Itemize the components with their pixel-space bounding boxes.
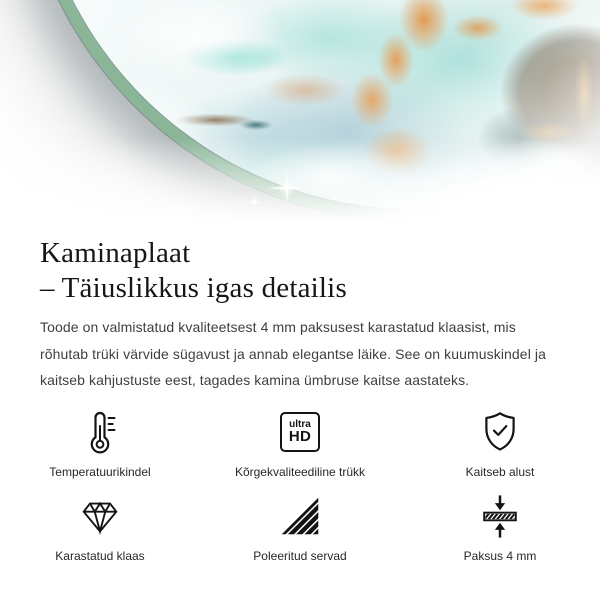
feature-item-thickness xyxy=(400,492,600,564)
glass-plate-rim xyxy=(19,0,600,221)
feature-label: Poleeritud servad xyxy=(253,548,347,563)
ultra-hd-text-top: ultra xyxy=(289,419,311,430)
product-description: Toode on valmistatud kvaliteetsest 4 mm paksusest karastatud klaasist, mis rõhutab trüki värvide sügavust ja annab elegantse läike. See on kuumuskindel ja kaitseb kahjustuste eest, tagades kamina ümbruse kaitse aastateks. xyxy=(40,319,546,388)
features-grid xyxy=(0,408,600,564)
feature-label: Karastatud klaas xyxy=(55,548,145,563)
feature-label: Kaitseb alust xyxy=(465,464,535,479)
ultra-hd-text-bottom: HD xyxy=(288,428,312,445)
diamond-icon xyxy=(77,492,123,540)
thickness-press-icon xyxy=(477,492,523,540)
feature-item-print-quality xyxy=(200,408,400,480)
feature-item-temperature xyxy=(0,408,200,480)
ultra-hd-icon xyxy=(280,412,320,452)
feature-item-protects-base xyxy=(400,408,600,480)
feature-label: Kõrgekvaliteediline trükk xyxy=(234,464,366,479)
page-title-line-2: – Täiuslikkus igas detailis xyxy=(40,272,347,304)
sparkle-highlight-icon xyxy=(244,192,264,212)
hero-section xyxy=(0,0,600,236)
sparkle-highlight-icon xyxy=(265,166,309,210)
page-title-line-1: Kaminaplaat xyxy=(40,237,191,269)
feature-item-tempered-glass xyxy=(0,492,200,564)
shield-check-icon xyxy=(477,408,523,456)
product-info-section xyxy=(0,236,600,394)
thermometer-icon xyxy=(76,408,124,456)
feature-item-polished-edges xyxy=(200,492,400,564)
feature-label: Paksus 4 mm xyxy=(463,548,537,563)
polished-edges-icon xyxy=(279,492,321,540)
feature-label: Temperatuurikindel xyxy=(49,464,151,479)
page-title xyxy=(40,236,560,306)
